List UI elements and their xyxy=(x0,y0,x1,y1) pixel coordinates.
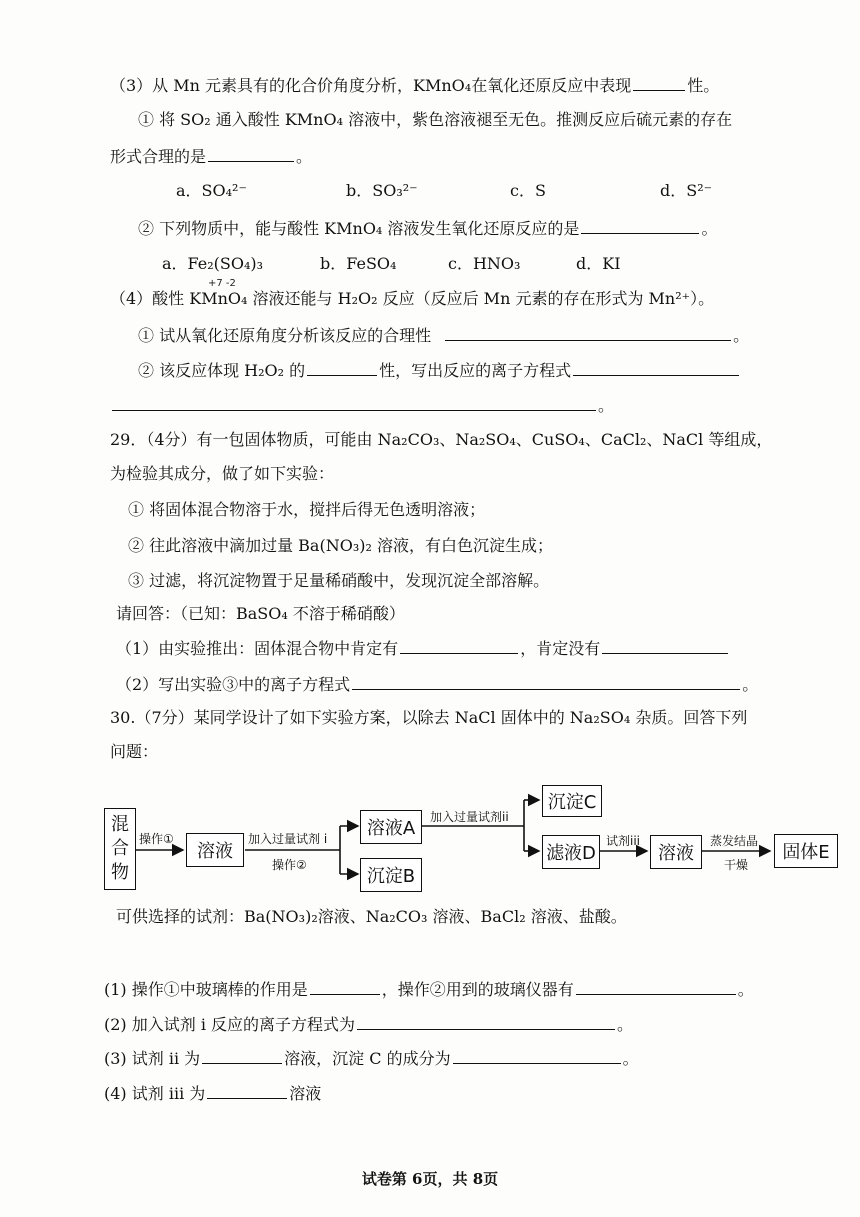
flow-box-solution2: 溶液 xyxy=(650,835,702,869)
flow-label-op2: 操作② xyxy=(272,858,307,872)
q28-part4-2-cont: 。 xyxy=(110,394,614,417)
q28-sub2: ② 下列物质中，能与酸性 KMnO₄ 溶液发生氧化还原反应的是 。 xyxy=(138,219,718,238)
q30-head: 30.（7分）某同学设计了如下实验方案，以除去 NaCl 固体中的 Na₂SO₄ 杂质。回答下列 xyxy=(110,708,748,727)
answer-blank[interactable] xyxy=(202,1047,282,1064)
q30-reagents: 可供选择的试剂：Ba(NO₃)₂溶液、Na₂CO₃ 溶液、BaCl₂ 溶液、盐酸。 xyxy=(116,907,627,926)
q28-part4-2: ② 该反应体现 H₂O₂ 的 性，写出反应的离子方程式 xyxy=(138,359,741,382)
q30-ans1: (1) 操作①中玻璃棒的作用是 ，操作②用到的玻璃仪器有 。 xyxy=(104,980,754,999)
option-a[interactable]: a．SO₄²⁻ xyxy=(176,181,247,200)
flow-label-evaporate: 蒸发结晶 xyxy=(710,834,759,848)
q29-ask: 请回答：（已知：BaSO₄ 不溶于稀硝酸） xyxy=(116,604,405,623)
option-b[interactable]: b．SO₃²⁻ xyxy=(346,181,418,200)
q28-part4: （4）酸性 KMnO₄ 溶液还能与 H₂O₂ 反应（反应后 Mn 元素的存在形式为 Mn²⁺）。 xyxy=(110,289,715,308)
flow-label-op1: 操作① xyxy=(139,832,174,846)
option-d[interactable]: d．KI xyxy=(576,254,621,273)
answer-blank[interactable] xyxy=(310,978,380,995)
q29-head2: 为检验其成分，做了如下实验： xyxy=(110,464,335,483)
answer-blank[interactable] xyxy=(357,1013,615,1030)
page-footer: 试卷第 6页，共 8页 xyxy=(361,1170,499,1188)
flow-label-reagent-iii: 试剂iii xyxy=(606,834,641,848)
q29-head: 29．（4分）有一包固体物质，可能由 Na₂CO₃、Na₂SO₄、CuSO₄、CaCl₂、NaCl 等组成， xyxy=(110,430,773,449)
q29-exp3: ③ 过滤，将沉淀物置于足量稀硝酸中，发现沉淀全部溶解。 xyxy=(128,571,550,590)
q28-sub1-cont: 形式合理的是 。 xyxy=(110,147,313,166)
answer-blank[interactable] xyxy=(576,978,736,995)
flow-label-add-i: 加入过量试剂 i xyxy=(248,832,328,846)
q29-ans1: （1）由实验推出：固体混合物中肯定有 ，肯定没有 xyxy=(116,637,730,660)
flow-box-solid-e: 固体E xyxy=(774,834,838,868)
q29-exp2: ② 往此溶液中滴加过量 Ba(NO₃)₂ 溶液，有白色沉淀生成； xyxy=(128,536,553,555)
q29-exp1: ① 将固体混合物溶于水，搅拌后得无色透明溶液； xyxy=(128,500,486,519)
option-a[interactable]: a．Fe₂(SO₄)₃ xyxy=(162,254,264,273)
q30-ans2: (2) 加入试剂 i 反应的离子方程式为 。 xyxy=(104,1015,634,1034)
q29-ans2: （2）写出实验③中的离子方程式 。 xyxy=(116,675,759,694)
flow-label-dry: 干燥 xyxy=(724,858,749,872)
option-c[interactable]: c．S xyxy=(510,181,546,200)
q28-part3: （3）从 Mn 元素具有的化合价角度分析，KMnO₄在氧化还原反应中表现 性。 xyxy=(110,76,720,95)
q28-sub1: ① 将 SO₂ 通入酸性 KMnO₄ 溶液中，紫色溶液褪至无色。推测反应后硫元素的存在 xyxy=(138,110,733,129)
flow-box-solution-a: 溶液A xyxy=(360,810,422,844)
flow-box-precipitate-b: 沉淀B xyxy=(360,858,422,892)
flow-box-mixture: 混 合 物 xyxy=(104,808,136,890)
q30-ans4: (4) 试剂 iii 为 溶液 xyxy=(104,1084,322,1103)
flow-box-solution1: 溶液 xyxy=(186,833,244,867)
flow-box-precipitate-c: 沉淀C xyxy=(542,785,602,817)
option-d[interactable]: d．S²⁻ xyxy=(660,181,713,200)
q28-part4-1: ① 试从氧化还原角度分析该反应的合理性 。 xyxy=(138,326,750,345)
answer-blank[interactable] xyxy=(453,1047,621,1064)
flow-box-filtrate-d: 滤液D xyxy=(542,835,600,869)
q30-head2: 问题： xyxy=(110,742,159,761)
option-b[interactable]: b．FeSO₄ xyxy=(320,254,397,273)
flow-label-add-ii: 加入过量试剂ii xyxy=(430,810,509,824)
q30-ans3: (3) 试剂 ii 为 溶液，沉淀 C 的成分为 。 xyxy=(104,1049,639,1068)
handwritten-annotation: +7 -2 xyxy=(208,278,236,289)
answer-blank[interactable] xyxy=(207,1082,287,1099)
option-c[interactable]: c．HNO₃ xyxy=(448,254,521,273)
